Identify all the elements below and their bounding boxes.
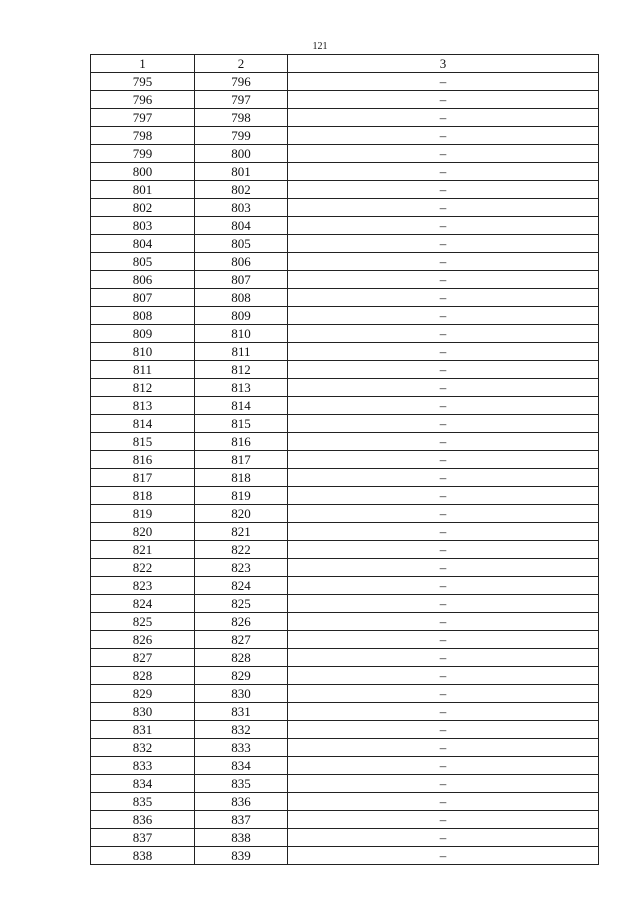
table-cell-col-2: 799 [195,127,288,145]
table-cell-col-3: – [288,361,599,379]
table-cell-col-1: 803 [91,217,195,235]
table-cell-col-1: 797 [91,109,195,127]
table-cell-col-3: – [288,487,599,505]
table-cell-col-3: – [288,289,599,307]
column-header-2: 2 [195,55,288,73]
table-row [91,487,599,505]
data-table [90,54,599,865]
table-cell-col-3: – [288,451,599,469]
table-cell-col-3: – [288,235,599,253]
table-row [91,667,599,685]
table-cell-col-2: 838 [195,829,288,847]
table-cell-col-2: 801 [195,163,288,181]
table-cell-col-2: 833 [195,739,288,757]
table-cell-col-2: 803 [195,199,288,217]
table-cell-col-2: 815 [195,415,288,433]
table-cell-col-3: – [288,739,599,757]
table-row [91,109,599,127]
table-cell-col-2: 811 [195,343,288,361]
table-row [91,847,599,865]
column-header-1: 1 [91,55,195,73]
table-cell-col-1: 835 [91,793,195,811]
table-row [91,631,599,649]
table-cell-col-3: – [288,847,599,865]
table-cell-col-1: 830 [91,703,195,721]
table-cell-col-3: – [288,163,599,181]
table-cell-col-2: 824 [195,577,288,595]
table-row [91,307,599,325]
table-cell-col-1: 834 [91,775,195,793]
table-row [91,253,599,271]
table-cell-col-3: – [288,379,599,397]
table-cell-col-1: 829 [91,685,195,703]
table-row [91,739,599,757]
table-cell-col-2: 807 [195,271,288,289]
table-row [91,541,599,559]
table-cell-col-1: 812 [91,379,195,397]
table-cell-col-2: 802 [195,181,288,199]
table-cell-col-3: – [288,73,599,91]
table-cell-col-1: 827 [91,649,195,667]
table-cell-col-1: 800 [91,163,195,181]
table-cell-col-2: 829 [195,667,288,685]
table-cell-col-3: – [288,109,599,127]
table-cell-col-3: – [288,469,599,487]
table-row [91,145,599,163]
table-cell-col-2: 812 [195,361,288,379]
table-cell-col-3: – [288,325,599,343]
table-body [91,73,599,865]
table-row [91,325,599,343]
table-cell-col-3: – [288,577,599,595]
table-cell-col-1: 811 [91,361,195,379]
table-row [91,361,599,379]
table-cell-col-1: 815 [91,433,195,451]
table-cell-col-1: 813 [91,397,195,415]
table-cell-col-2: 830 [195,685,288,703]
table-cell-col-2: 817 [195,451,288,469]
table-cell-col-2: 813 [195,379,288,397]
table-cell-col-3: – [288,721,599,739]
table-cell-col-3: – [288,757,599,775]
table-cell-col-1: 831 [91,721,195,739]
table-cell-col-2: 818 [195,469,288,487]
table-cell-col-1: 805 [91,253,195,271]
table-cell-col-1: 823 [91,577,195,595]
table-row [91,91,599,109]
table-cell-col-3: – [288,685,599,703]
table-row [91,181,599,199]
table-cell-col-2: 808 [195,289,288,307]
table-cell-col-1: 817 [91,469,195,487]
table-cell-col-2: 834 [195,757,288,775]
table-row [91,343,599,361]
table-cell-col-2: 797 [195,91,288,109]
table-cell-col-1: 833 [91,757,195,775]
table-cell-col-3: – [288,775,599,793]
table-cell-col-2: 809 [195,307,288,325]
table-row [91,595,599,613]
table-cell-col-3: – [288,307,599,325]
table-row [91,721,599,739]
table-row [91,775,599,793]
table-cell-col-1: 802 [91,199,195,217]
table-cell-col-1: 828 [91,667,195,685]
table-cell-col-3: – [288,595,599,613]
table-cell-col-3: – [288,91,599,109]
table-cell-col-2: 826 [195,613,288,631]
table-row [91,523,599,541]
table-cell-col-3: – [288,271,599,289]
table-cell-col-2: 796 [195,73,288,91]
table-cell-col-1: 810 [91,343,195,361]
table-cell-col-3: – [288,829,599,847]
table-cell-col-1: 809 [91,325,195,343]
table-cell-col-1: 832 [91,739,195,757]
table-row [91,703,599,721]
table-cell-col-1: 825 [91,613,195,631]
table-row [91,829,599,847]
table-cell-col-3: – [288,631,599,649]
table-cell-col-2: 835 [195,775,288,793]
table-cell-col-3: – [288,217,599,235]
table-cell-col-2: 832 [195,721,288,739]
table-row [91,163,599,181]
table-cell-col-1: 818 [91,487,195,505]
table-cell-col-1: 804 [91,235,195,253]
table-cell-col-3: – [288,181,599,199]
table-cell-col-3: – [288,433,599,451]
table-row [91,469,599,487]
table-row [91,73,599,91]
table-row [91,127,599,145]
column-header-3: 3 [288,55,599,73]
table-cell-col-1: 808 [91,307,195,325]
table-cell-col-1: 819 [91,505,195,523]
table-cell-col-3: – [288,703,599,721]
table-cell-col-1: 837 [91,829,195,847]
table-row [91,271,599,289]
table-row [91,289,599,307]
table-cell-col-1: 796 [91,91,195,109]
table-row [91,613,599,631]
table-cell-col-3: – [288,397,599,415]
table-row [91,685,599,703]
table-cell-col-2: 822 [195,541,288,559]
table-cell-col-2: 819 [195,487,288,505]
header-row [91,55,599,73]
table-cell-col-2: 821 [195,523,288,541]
table-row [91,811,599,829]
table-cell-col-2: 839 [195,847,288,865]
table-cell-col-1: 824 [91,595,195,613]
table-cell-col-1: 822 [91,559,195,577]
table-row [91,199,599,217]
table-cell-col-3: – [288,415,599,433]
table-cell-col-3: – [288,523,599,541]
table-cell-col-2: 828 [195,649,288,667]
page-number: 121 [312,41,328,52]
table-cell-col-1: 816 [91,451,195,469]
table-cell-col-3: – [288,649,599,667]
table-row [91,559,599,577]
table-cell-col-3: – [288,199,599,217]
table-cell-col-2: 827 [195,631,288,649]
table-cell-col-1: 795 [91,73,195,91]
table-cell-col-3: – [288,559,599,577]
table-row [91,415,599,433]
table-cell-col-1: 821 [91,541,195,559]
table-cell-col-3: – [288,667,599,685]
table-cell-col-2: 823 [195,559,288,577]
table-cell-col-2: 820 [195,505,288,523]
table-cell-col-1: 807 [91,289,195,307]
table-row [91,451,599,469]
table-cell-col-3: – [288,811,599,829]
table-cell-col-2: 804 [195,217,288,235]
table-cell-col-3: – [288,505,599,523]
table-cell-col-2: 805 [195,235,288,253]
table-cell-col-1: 838 [91,847,195,865]
table-cell-col-2: 837 [195,811,288,829]
table-cell-col-2: 816 [195,433,288,451]
table-cell-col-2: 800 [195,145,288,163]
table-cell-col-1: 826 [91,631,195,649]
table-row [91,649,599,667]
table-cell-col-1: 806 [91,271,195,289]
table-cell-col-1: 814 [91,415,195,433]
table-cell-col-2: 825 [195,595,288,613]
table-row [91,505,599,523]
table-cell-col-3: – [288,343,599,361]
table-cell-col-1: 820 [91,523,195,541]
table-header [91,55,599,73]
table-cell-col-3: – [288,541,599,559]
table-cell-col-1: 801 [91,181,195,199]
table-row [91,793,599,811]
table-cell-col-2: 814 [195,397,288,415]
table-cell-col-3: – [288,127,599,145]
table-row [91,397,599,415]
table-cell-col-1: 799 [91,145,195,163]
table-row [91,235,599,253]
table-cell-col-1: 836 [91,811,195,829]
table-row [91,577,599,595]
table-cell-col-2: 836 [195,793,288,811]
table-cell-col-3: – [288,613,599,631]
table-cell-col-3: – [288,145,599,163]
table-cell-col-3: – [288,253,599,271]
table-row [91,217,599,235]
table-row [91,433,599,451]
table-cell-col-2: 798 [195,109,288,127]
table-row [91,379,599,397]
table-cell-col-2: 806 [195,253,288,271]
table-cell-col-2: 810 [195,325,288,343]
table-row [91,757,599,775]
table-cell-col-2: 831 [195,703,288,721]
table-cell-col-3: – [288,793,599,811]
table-cell-col-1: 798 [91,127,195,145]
